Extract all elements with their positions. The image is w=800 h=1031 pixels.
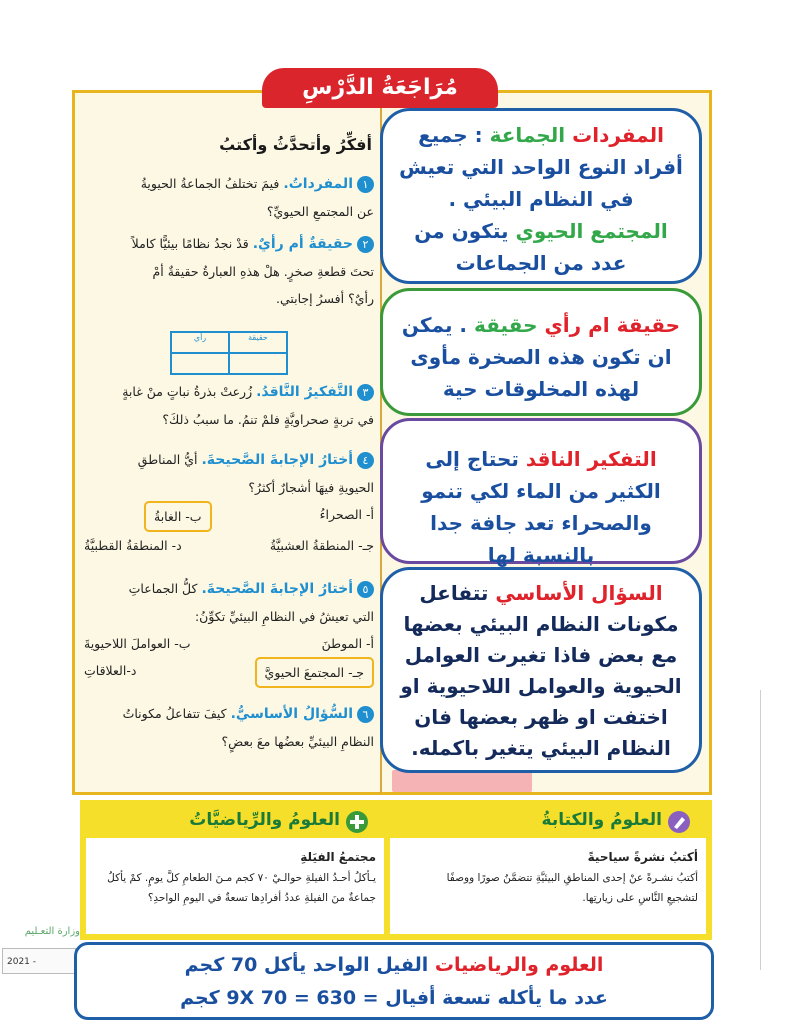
- answer-bubble-critical-thinking: [380, 418, 702, 567]
- bubble-label: السؤال الأساسي: [495, 581, 663, 605]
- question-1: [84, 170, 374, 225]
- pink-tab: [392, 770, 532, 792]
- option-c-selected[interactable]: جـ- المجتمعَ الحيويَّ: [255, 657, 374, 688]
- question-number: ٣: [357, 384, 374, 401]
- bubble-text: تتفاعل مكونات النظام البيئي بعضها مع بعض فاذا تغيرت العوامل الحيوية والعوامل اللاحيوية او اختفت او ظهر بعضها فان النظام البيئي يتغير باكمله.: [400, 581, 682, 760]
- question-3: [84, 378, 374, 433]
- options-row: [84, 501, 374, 532]
- science-math-header: العلومُ والرِّياضيَّاتُ: [189, 810, 340, 830]
- final-answer-line2: عدد ما يأكله تسعة أفيال = 9X 70 = 630 كجم: [180, 987, 608, 1009]
- question-text-3: رأيٌ؟ أفسرُ إجابتي.: [275, 291, 374, 306]
- question-keyword: المفرداتُ.: [283, 176, 353, 192]
- question-text-2: في تربةٍ صحراويَّةٍ فلمْ تنمُ. ما سببُ ذلكَ؟: [162, 412, 374, 427]
- final-answer-box: [74, 942, 714, 1020]
- science-writing-header: العلومُ والكتابةُ: [541, 810, 662, 830]
- bubble-label: حقيقة ام رأي: [544, 313, 681, 337]
- math-activity-box: [86, 838, 384, 934]
- question-2: [84, 230, 374, 312]
- question-keyword: أختارُ الإجابةَ الصَّحيحةَ.: [201, 581, 353, 597]
- question-number: ٢: [357, 236, 374, 253]
- option-b-selected[interactable]: ب- الغابةُ: [144, 501, 212, 532]
- bubble-text: يتكون من عدد من الجماعات: [414, 219, 627, 275]
- fact-opinion-table: [170, 331, 288, 375]
- writing-activity-line1: أكتبُ نشـرةً عنْ إحدى المناطقِ البيئيَّةِ تتضمَّنُ صورًا ووصفًا: [446, 872, 698, 884]
- question-text: كلُّ الجماعاتِ: [128, 581, 198, 596]
- question-text-2: الحيويةِ فيهَا أشجارٌ أكثرُ؟: [248, 480, 374, 495]
- question-text-2: عن المجتمعِ الحيويِّ؟: [266, 204, 374, 219]
- option-c[interactable]: جـ- المنطقةُ العشبيَّةُ: [269, 538, 374, 553]
- ministry-logo-text: وزارة التعـليم: [24, 926, 80, 937]
- options-row: [84, 630, 374, 657]
- lesson-review-banner: مُرَاجَعَةُ الدَّرْسِ: [262, 68, 498, 108]
- final-answer-label: العلوم والرياضيات: [434, 954, 604, 976]
- option-d[interactable]: د-العلاقاتِ: [84, 663, 137, 678]
- question-keyword: أختارُ الإجابةَ الصَّحيحةَ.: [201, 452, 353, 468]
- table-header-fact: حقيقة: [229, 332, 287, 353]
- bubble-text: : جميع أفراد النوع الواحد التي تعيش في النظام البيئي .: [399, 123, 683, 211]
- question-number: ٥: [357, 581, 374, 598]
- answer-bubble-fact-opinion: [380, 288, 702, 416]
- pencil-icon: [668, 811, 690, 833]
- math-plus-icon: [346, 811, 368, 833]
- bubble-label: المفردات: [572, 123, 664, 147]
- table-header-opinion: رأي: [171, 332, 229, 353]
- bubble-text: . يمكن ان تكون هذه الصخرة مأوى لهذه المخلوقات حية: [401, 313, 672, 401]
- question-keyword: السُّؤالُ الأساسيُّ.: [230, 706, 353, 722]
- question-number: ٤: [357, 452, 374, 469]
- math-activity-line1: يـأكلُ أحـدُ الفيلةِ حوالـيْ ٧٠ كجم مـنَ الطعامِ كلَّ يومٍ. كمْ يأكلُ: [107, 872, 376, 884]
- section-title: أفكِّرُ وأتحدَّثُ وأكتبُ: [219, 135, 372, 154]
- question-text-2: تحتَ قطعةِ صخرٍ. هلْ هذهِ العبارةُ حقيقةٌ أمْ: [152, 264, 374, 279]
- options-row: [84, 532, 374, 559]
- bubble-term: حقيقة: [473, 313, 538, 337]
- question-4: [84, 446, 374, 559]
- edition-label: 2021 -: [2, 948, 76, 974]
- answer-bubble-essential-question: [380, 567, 702, 773]
- option-a[interactable]: أ- الموطنَ: [321, 636, 374, 651]
- writing-activity-line2: لتشجيعِ النَّاسِ على زيارتِها.: [582, 892, 698, 904]
- question-text: فيمَ تختلفُ الجماعةُ الحيويةُ: [140, 176, 280, 191]
- question-5: [84, 575, 374, 688]
- math-activity-title: مجتمعُ الفيَلةِ: [300, 850, 376, 864]
- final-answer-line1: الفيل الواحد يأكل 70 كجم: [184, 954, 429, 976]
- question-keyword: التَّفكيرُ النَّاقدُ.: [256, 384, 353, 400]
- answer-bubble-vocabulary: [380, 108, 702, 284]
- question-text: أيُّ المناطقِ: [137, 452, 198, 467]
- question-text-2: التي تعيشُ في النظامِ البيئيِّ تكوِّنُ:: [194, 609, 374, 624]
- option-a[interactable]: أ- الصحراءُ: [319, 507, 374, 522]
- option-d[interactable]: د- المنطقةُ القطبيَّةُ: [84, 538, 182, 553]
- table-cell[interactable]: [229, 353, 287, 374]
- page-edge: [760, 690, 761, 970]
- question-number: ١: [357, 176, 374, 193]
- options-row: [84, 657, 374, 688]
- question-text: قدْ نجدُ نظامًا بيئيًّا كاملاً: [131, 236, 249, 251]
- math-activity-line2: جماعةٌ منَ الفيلةِ عددُ أفرادِها تسعةٌ في اليومِ الواحدِ؟: [147, 892, 376, 904]
- writing-activity-title: أكتبُ نشرةً سياحيةً: [587, 850, 698, 864]
- question-number: ٦: [357, 706, 374, 723]
- bubble-text: تحتاج إلى الكثير من الماء لكي تنمو والصحراء تعد جافة جدا بالنسبة لها: [421, 447, 661, 567]
- bubble-label: التفكير الناقد: [525, 447, 657, 471]
- writing-activity-box: [390, 838, 706, 934]
- table-cell[interactable]: [171, 353, 229, 374]
- question-6: [84, 700, 374, 755]
- bubble-term: الجماعة: [489, 123, 566, 147]
- question-text: كيفَ تتفاعلُ مكوناتُ: [122, 706, 227, 721]
- option-b[interactable]: ب- العواملَ اللاحيويةَ: [84, 636, 191, 651]
- bubble-term: المجتمع الحيوي: [515, 219, 668, 243]
- question-text: زُرعتْ بذرةُ نباتٍ منْ غابةٍ: [122, 384, 253, 399]
- question-text-2: النظامِ البيئيِّ بعضُها معَ بعضٍ؟: [221, 734, 374, 749]
- question-keyword: حقيقةٌ أم رأيٌ.: [252, 236, 353, 252]
